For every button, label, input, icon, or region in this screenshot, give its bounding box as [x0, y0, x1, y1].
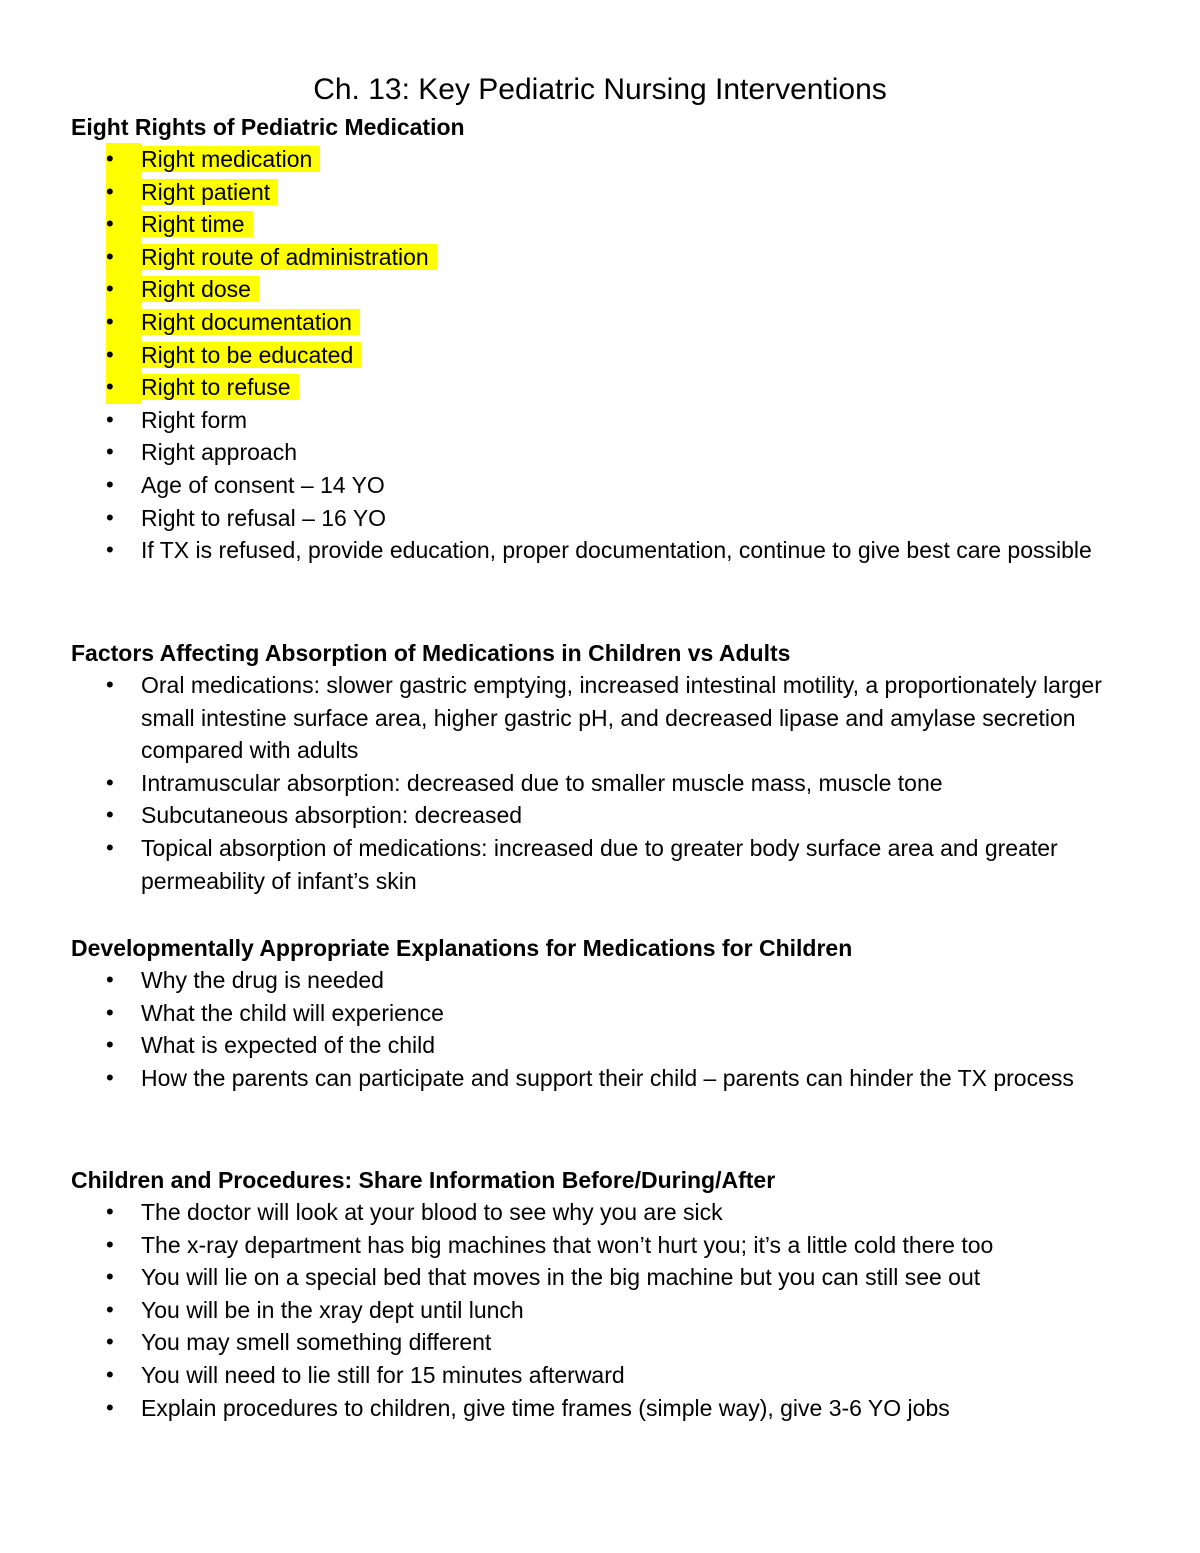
list-item-text: The x-ray department has big machines that won’t hurt you; it’s a little cold there too	[141, 1231, 994, 1258]
list-item	[71, 1326, 1131, 1359]
list-item	[71, 669, 1131, 767]
bullet-list	[71, 143, 1131, 567]
bullet-icon: •	[106, 339, 141, 372]
list-item-text: How the parents can participate and support their child – parents can hinder the TX process	[141, 1064, 1074, 1091]
bullet-icon: •	[106, 967, 114, 992]
list-item	[71, 832, 1131, 897]
bullet-icon: •	[106, 306, 141, 339]
list-item	[71, 306, 1131, 339]
bullet-icon: •	[106, 241, 141, 274]
list-item-text: Oral medications: slower gastric emptying, increased intestinal motility, a proportionately larger small intestine surface area, higher gastric pH, and decreased lipase and amylase secretion compared with adults	[141, 672, 1102, 764]
list-item	[71, 964, 1131, 997]
list-item-text: Topical absorption of medications: increased due to greater body surface area and greater permeability of infant’s skin	[141, 834, 1058, 894]
bullet-icon: •	[106, 1231, 114, 1257]
bullet-icon: •	[106, 208, 141, 241]
section-children-procedures	[71, 1164, 1131, 1424]
list-item-text: Right to refusal – 16 YO	[141, 504, 387, 531]
list-item	[71, 273, 1131, 306]
bullet-icon: •	[106, 406, 114, 432]
list-item	[71, 799, 1131, 832]
list-item	[71, 1062, 1131, 1095]
list-item	[71, 1359, 1131, 1392]
section-heading: Children and Procedures: Share Information Before/During/After	[71, 1167, 776, 1193]
list-item	[71, 404, 1131, 437]
list-item-text: Right documentation	[141, 309, 360, 335]
list-item	[71, 1029, 1131, 1062]
section-heading: Developmentally Appropriate Explanations for Medications for Children	[71, 935, 853, 961]
bullet-list	[71, 964, 1131, 1094]
list-item-text: Right time	[141, 211, 253, 237]
list-item-text: If TX is refused, provide education, proper documentation, continue to give best care possible	[141, 537, 1092, 564]
list-item-text: Right patient	[141, 179, 278, 205]
list-item-text: You will be in the xray dept until lunch	[141, 1296, 524, 1323]
list-item	[71, 1294, 1131, 1327]
bullet-icon: •	[106, 143, 141, 176]
list-item	[71, 534, 1131, 567]
list-item	[71, 1261, 1131, 1294]
list-item	[71, 436, 1131, 469]
list-item-text: Right to refuse	[141, 374, 299, 400]
bullet-icon: •	[106, 1329, 114, 1355]
list-item-text: Intramuscular absorption: decreased due to smaller muscle mass, muscle tone	[141, 769, 943, 796]
list-item-text: Right medication	[141, 146, 320, 172]
bullet-icon: •	[106, 471, 114, 497]
list-item-text: Age of consent – 14 YO	[141, 471, 385, 498]
list-item	[71, 1196, 1131, 1229]
bullet-icon: •	[106, 1264, 114, 1290]
bullet-icon: •	[106, 834, 114, 860]
bullet-icon: •	[106, 537, 114, 563]
list-item	[71, 767, 1131, 800]
list-item-text: You may smell something different	[141, 1329, 492, 1356]
bullet-icon: •	[106, 1296, 114, 1322]
list-item	[71, 371, 1131, 404]
list-item-text: Right form	[141, 406, 248, 433]
bullet-icon: •	[106, 439, 114, 465]
list-item-text: Right approach	[141, 439, 297, 466]
list-item-text: What the child will experience	[141, 999, 444, 1026]
document-title: Ch. 13: Key Pediatric Nursing Interventions	[313, 73, 887, 106]
list-item-text: Right to be educated	[141, 342, 361, 368]
list-item	[71, 241, 1131, 274]
bullet-icon: •	[106, 1394, 114, 1420]
list-item-text: You will need to lie still for 15 minutes afterward	[141, 1361, 625, 1388]
list-item	[71, 208, 1131, 241]
list-item-text: Why the drug is needed	[141, 967, 384, 993]
list-item-text: You will lie on a special bed that moves in the big machine but you can still see out	[141, 1264, 981, 1291]
section-developmental-explanations	[71, 932, 1131, 1094]
bullet-icon: •	[106, 672, 114, 697]
list-item-text: Explain procedures to children, give time frames (simple way), give 3-6 YO jobs	[141, 1394, 950, 1421]
list-item-text: Right dose	[141, 276, 259, 302]
list-item	[71, 339, 1131, 372]
bullet-icon: •	[106, 1199, 114, 1224]
bullet-icon: •	[106, 504, 114, 530]
bullet-icon: •	[106, 1032, 114, 1058]
list-item	[71, 143, 1131, 176]
list-item-text: What is expected of the child	[141, 1032, 436, 1059]
list-item-text: Right route of administration	[141, 244, 437, 270]
list-item	[71, 1229, 1131, 1262]
section-absorption-factors	[71, 637, 1131, 897]
list-item-text: The doctor will look at your blood to see why you are sick	[141, 1199, 723, 1225]
bullet-icon: •	[106, 999, 114, 1025]
list-item	[71, 997, 1131, 1030]
section-heading: Factors Affecting Absorption of Medications in Children vs Adults	[71, 640, 791, 666]
list-item	[71, 1392, 1131, 1425]
bullet-icon: •	[106, 1361, 114, 1387]
bullet-icon: •	[106, 371, 141, 404]
list-item	[71, 176, 1131, 209]
bullet-icon: •	[106, 1064, 114, 1090]
list-item	[71, 469, 1131, 502]
bullet-list	[71, 669, 1131, 897]
bullet-icon: •	[106, 176, 141, 209]
bullet-icon: •	[106, 273, 141, 306]
list-item	[71, 502, 1131, 535]
section-eight-rights	[71, 111, 1131, 567]
bullet-list	[71, 1196, 1131, 1424]
list-item-text: Subcutaneous absorption: decreased	[141, 802, 523, 829]
bullet-icon: •	[106, 802, 114, 828]
section-heading: Eight Rights of Pediatric Medication	[71, 114, 465, 140]
bullet-icon: •	[106, 769, 114, 795]
